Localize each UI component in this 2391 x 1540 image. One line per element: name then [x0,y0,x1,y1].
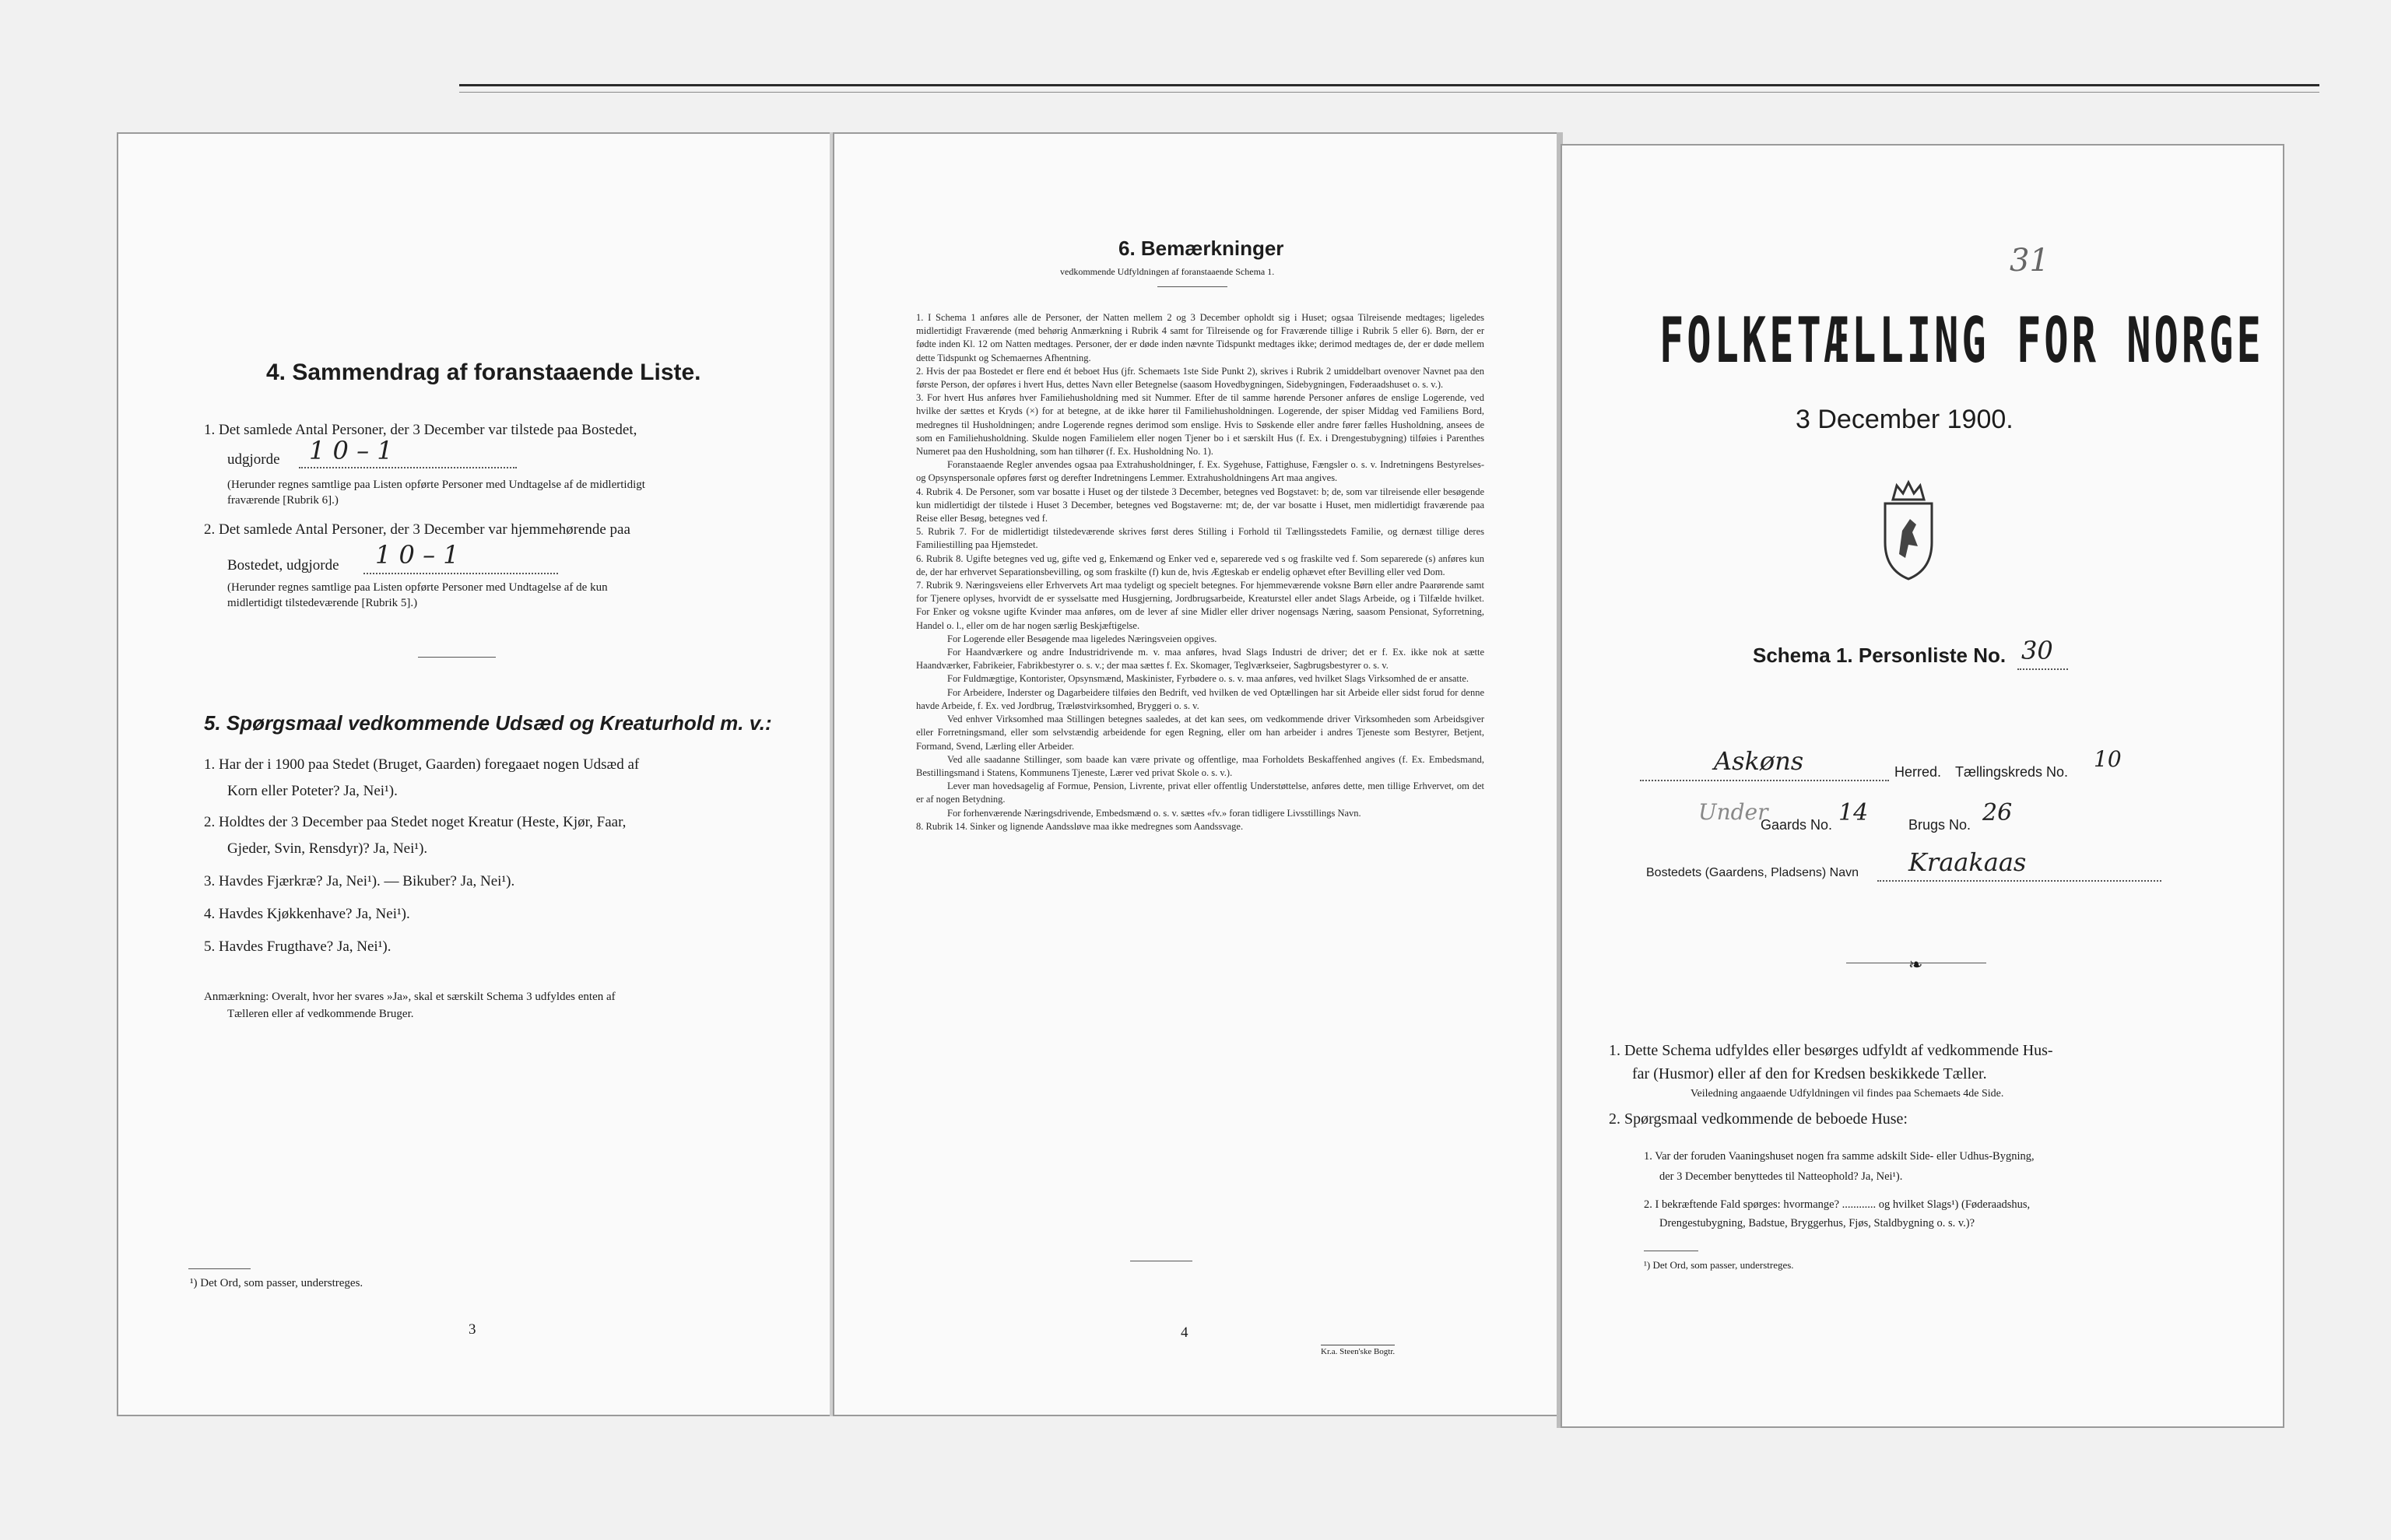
gaards-number: 14 [1838,799,1869,826]
instruction-2-q1a: 1. Var der foruden Vaaningshuset nogen fra samme adskilt Side- eller Udhus-Bygning, [1644,1150,2035,1163]
bosted-line [1877,880,2161,882]
brugs-number: 26 [1982,799,2013,826]
q2-handwritten: 1 0 – 1 [375,540,459,570]
top-rule [459,84,2319,86]
section-4-title: 4. Sammendrag af foranstaaende Liste. [266,360,701,385]
q1-note2: fraværende [Rubrik 6].) [227,494,339,507]
footnote-rule [188,1268,251,1269]
herred-line [1640,780,1889,781]
remark-paragraph: 5. Rubrik 7. For de midlertidigt tilstedeværende skrives først deres Stilling i Forhold til Tællingsstedets Familie, og dernæst tillige deres Familiestilling paa Hjemstedet. [916,526,1484,551]
brugs-label: Brugs No. [1908,817,1971,833]
s5-q1-line1: 1. Har der i 1900 paa Stedet (Bruget, Gaarden) foregaaet nogen Udsæd af [204,756,640,773]
remark-paragraph: Ved alle saadanne Stillinger, som baade kan være private og offentlige, maa Forholdets Beskaffenhed angives (f. Ex. Embedsmand, Bestillingsmand i Statens, Kommunens Tjeneste, Lærer ved privat Skole o. s. v.). [916,753,1484,778]
remarks-rule [1157,286,1227,287]
remark-paragraph: For Arbeidere, Inderster og Dagarbeidere tilføies den Bedrift, ved hvilken de ved Optællingen har sit Arbeide eller sidst forud for denne havde Arbeide, f. Ex. ved Jordbrug, Træløstvirksomhed, Bryggeri o. s. v. [916,686,1484,711]
remark-line1: Anmærkning: Overalt, hvor her svares »Ja», skal et særskilt Schema 3 udfyldes enten af [204,991,616,1003]
page-3 [117,132,833,1416]
s5-q2-line2: Gjeder, Svin, Rensdyr)? Ja, Nei¹). [227,840,428,857]
page-number: 3 [469,1321,476,1338]
remark-paragraph: For Haandværkere og andre Industridrivende m. v. maa anføres, hvad Slags Industri de driver; det er f. Ex. ikke nok at sætte Haandværker, Fabrikeier, Fabrikbestyrer o. s. v.; der maa sættes f. Ex. Skomager, Teglværkseier, Sagbrugsbestyrer o. s. v. [916,647,1484,672]
remark-paragraph: Foranstaaende Regler anvendes ogsaa paa Extrahusholdninger, f. Ex. Sygehuse, Fattighuse, Fængsler o. s. v. Indretningens Bestyrelses- og Opsynspersonale opføres først og derefter Indretningens Lemmer. Extrahusholdningens Art maa angives. [916,459,1484,484]
page-4 [833,132,1561,1416]
q1-note1: (Herunder regnes samtlige paa Listen opførte Personer med Undtagelse af de midlertidigt [227,479,645,491]
title-page [1561,144,2284,1428]
section-5-title: 5. Spørgsmaal vedkommende Udsæd og Kreaturhold m. v.: [204,711,772,735]
remark-line2: Tælleren eller af vedkommende Bruger. [227,1008,414,1020]
instruction-1a: 1. Dette Schema udfyldes eller besørges udfyldt af vedkommende Hus- [1609,1042,2053,1059]
s5-q1-line2: Korn eller Poteter? Ja, Nei¹). [227,783,398,799]
instruction-2: 2. Spørgsmaal vedkommende de beboede Huse: [1609,1110,1908,1128]
bosted-label: Bostedets (Gaardens, Pladsens) Navn [1646,866,1859,879]
divider [418,657,496,658]
remark-paragraph: For Logerende eller Besøgende maa ligeledes Næringsveien opgives. [947,633,1217,644]
bosted-handwritten: Kraakaas [1908,847,2027,877]
q1-line1: 1. Det samlede Antal Personer, der 3 December var tilstede paa Bostedet, [204,422,637,438]
q2-note1: (Herunder regnes samtlige paa Listen opførte Personer med Undtagelse af de kun [227,581,608,594]
remark-paragraph: 1. I Schema 1 anføres alle de Personer, der Natten mellem 2 og 3 December opholdt sig i Huset; ogsaa Tilreisende medtages; ligeledes midlertidigt Fraværende (med behørig Anmærkning i Rubrik 4 samt for Tilreisende og for Fraværende tillige i Rubrik 5 eller 6). Børn, der er fødte inden Kl. 12 om Natten medtages. Personer, der er døde inden nævnte Tidspunkt medtages ikke; derimod medtages de, der er døde mellem dette Tidspunkt og Schemaernes Afhentning. [916,312,1484,363]
s5-q5: 5. Havdes Frugthave? Ja, Nei¹). [204,938,391,955]
kreds-number: 10 [2094,746,2122,772]
q2-line1: 2. Det samlede Antal Personer, der 3 December var hjemmehørende paa [204,521,630,538]
q1-handwritten: 1 0 – 1 [309,436,393,465]
remark-paragraph: For Fuldmægtige, Kontorister, Opsynsmænd, Maskinister, Fyrbødere o. s. v. maa anføres, ved hvilket Slags Virksomhed de er ansatte. [947,673,1469,685]
remark-paragraph: 2. Hvis der paa Bostedet er flere end ét beboet Hus (jfr. Schemaets 1ste Side Punkt 2), skrives i Rubrik 2 umiddelbart ovenover Navnet paa den første Person, der opføres i hvert Hus, dettes Navn eller Betegnelse (saasom Hovedbygningen, Sidebygningen, Føderaadshuset o. s. v.). [916,365,1484,391]
herred-handwritten: Askøns [1714,746,1804,776]
corner-number: 31 [2010,243,2049,279]
q1-answer-line [299,467,517,468]
gaards-label: Gaards No. [1761,817,1833,833]
kreds-label: Tællingskreds No. [1955,764,2069,780]
printer-mark: Kr.a. Steen'ske Bogtr. [1321,1345,1395,1356]
instruction-2-q1b: der 3 December benyttedes til Natteophold? Ja, Nei¹). [1659,1170,1903,1183]
q2-answer-line [363,573,558,574]
remarks-body [916,311,1484,833]
q2-note2: midlertidigt tilstedeværende [Rubrik 5].) [227,597,418,609]
s5-q2-line1: 2. Holdtes der 3 December paa Stedet noget Kreatur (Heste, Kjør, Faar, [204,814,627,830]
remark-paragraph: Lever man hovedsagelig af Formue, Pension, Livrente, privat eller offentlig Understøttelse, anføres dette, men tillige Erhvervet, om det er af nogen Betydning. [916,781,1484,805]
coat-of-arms-icon [1870,476,1947,585]
ornament-icon: ❧ [1908,955,1923,974]
top-rule-thin [459,92,2319,93]
page-number: 4 [1181,1324,1188,1341]
footnote: ¹) Det Ord, som passer, understreges. [190,1277,363,1289]
schema-number: 30 [2021,636,2053,665]
remark-paragraph: Ved enhver Virksomhed maa Stillingen betegnes saaledes, at det kan sees, om vedkommende driver Virksomheden som Arbeidsgiver eller Forretningsmand, eller som selvstændig arbeidende for egen Regning, eller om han arbeider i andres Tjeneste som Bestyrer, Betjent, Formand, Svend, Lærling eller Arbeider. [916,714,1484,752]
instruction-1c: Veiledning angaaende Udfyldningen vil findes paa Schemaets 4de Side. [1691,1088,2004,1100]
remarks-title: 6. Bemærkninger [1118,237,1284,260]
s5-q4: 4. Havdes Kjøkkenhave? Ja, Nei¹). [204,906,410,922]
instruction-2-q2a: 2. I bekræftende Fald spørges: hvormange? ............ og hvilket Slags¹) (Føderaadshus, [1644,1198,2031,1211]
remarks-subtitle: vedkommende Udfyldningen af foranstaaende Schema 1. [1060,266,1275,277]
remark-paragraph: For forhenværende Næringsdrivende, Embedsmænd o. s. v. sættes «fv.» foran tidligere Livsstillings Navn. [947,807,1361,819]
s5-q3: 3. Havdes Fjærkræ? Ja, Nei¹). — Bikuber? Ja, Nei¹). [204,873,515,889]
main-title: FOLKETÆLLING FOR NORGE [1659,305,2264,377]
footnote: ¹) Det Ord, som passer, understreges. [1644,1259,1794,1271]
census-date: 3 December 1900. [1796,405,2014,434]
remark-paragraph: 8. Rubrik 14. Sinker og lignende Aandssløve maa ikke medregnes som Aandssvage. [916,820,1244,832]
remark-paragraph: 6. Rubrik 8. Ugifte betegnes ved ug, gifte ved g, Enkemænd og Enker ved e, separerede ved s og fraskilte ved f. Som separerede (s) anføres kun de, der har erhvervet Separationsbevilling, og som fraskilte (f) kun de, hvis Ægteskab er endelig ophævet efter Bevilling eller ved Dom. [916,553,1484,577]
under-handwritten: Under [1698,799,1768,825]
q1-line2: udgjorde [227,451,280,468]
instruction-2-q2b: Drengestubygning, Badstue, Bryggerhus, Fjøs, Staldbygning o. s. v.)? [1659,1217,1975,1230]
herred-label: Herred. [1894,764,1942,780]
instruction-1b: far (Husmor) eller af den for Kredsen beskikkede Tæller. [1632,1065,1987,1082]
remark-paragraph: 3. For hvert Hus anføres hver Familiehusholdning med sit Nummer. Efter de til samme hørende Personer anføres de enslige Logerende, ved hvilke der sættes et Kryds (×) for at betegne, at de ikke hører til Familiehusholdningen. Logerende, der spiser Middag ved Familiens Bord, medregnes til Husholdningen; andre Logerende regnes derimod som enslige. Hvis to Søskende eller andre fører fælles Husholdning, ansees de som en Familiehusholdning. Skulde nogen Familielem eller nogen Tjener bo i et særskilt Hus (f. Ex. i Drengestubygning) tilføies i Parenthes Numeret paa den Husholdning, som han tilhører (f. Ex. Husholdning No. 1). [916,392,1484,458]
q2-line2: Bostedet, udgjorde [227,557,339,574]
schema-label: Schema 1. Personliste No. [1753,644,2007,667]
schema-no-line [2017,668,2068,670]
remark-paragraph: 7. Rubrik 9. Næringsveiens eller Erhvervets Art maa tydeligt og specielt betegnes. For hjemmeværende voksne Børn eller andre Paarørende samt for Tjenere oplyses, hvorvidt de er sysselsatte med Husgjerning, Jordbrugsarbeide, Kreaturstel eller andet Slags Arbeide, og i Tilfælde hvilket. For Enker og voksne ugifte Kvinder maa anføres, om de lever af sine Midler eller driver nogensags Næring, saasom Pensionat, Syforretning, Handel o. l., eller om de har nogen særlig Beskjæftigelse. [916,580,1484,631]
remark-paragraph: 4. Rubrik 4. De Personer, som var bosatte i Huset og der tilstede 3 December, betegnes ved Bogstavet: b; de, som var tilreisende eller besøgende kun midlertidigt der tilstede i Huset 3 December, betegnes ved Bogstaverne: mt; de, der var bosatte i Huset, men midlertidigt fraværende paa Reise eller Besøg, betegnes ved f. [916,486,1484,524]
